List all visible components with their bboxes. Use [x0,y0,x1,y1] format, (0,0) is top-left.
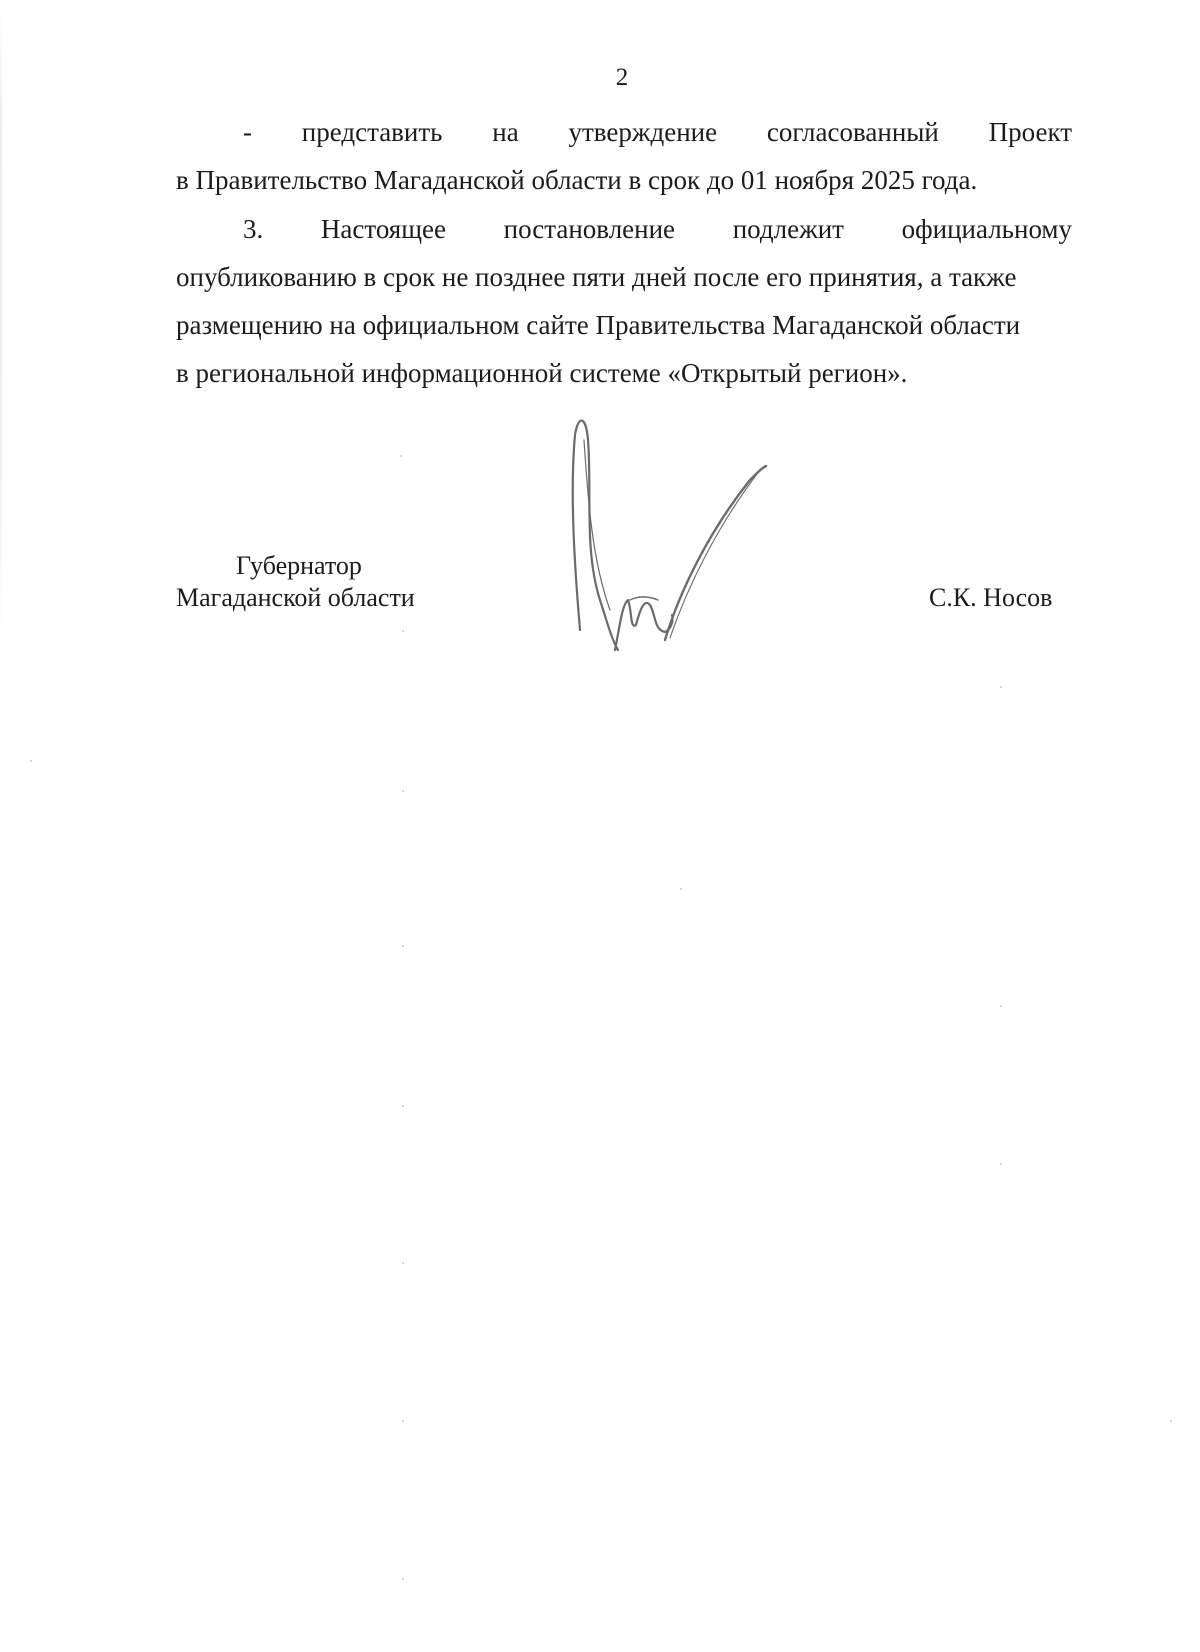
paragraph-item-3 [176,205,1072,397]
word: Настоящее [320,214,446,244]
word: подлежит [732,214,844,244]
scan-speck [402,1105,404,1107]
signature-stroke [584,440,610,610]
scan-speck [680,888,682,890]
scan-speck [1170,1420,1172,1422]
word: представить [301,117,443,147]
handwritten-signature [570,410,800,660]
scan-speck [402,630,404,632]
scan-speck [30,760,32,762]
scan-speck [402,945,404,947]
paragraph-line: размещению на официальном сайте Правительства Магаданской области [176,310,1021,340]
word: согласованный [766,117,939,147]
signature-stroke [615,600,673,650]
scan-speck [402,790,404,792]
word: Проект [988,117,1073,147]
paragraph-line [176,108,1072,156]
paragraph-line: опубликованию в срок не позднее пяти дней после его принятия, а также [176,262,1017,292]
scan-edge-shadow [0,0,2,640]
scan-speck [402,1262,404,1264]
word: утверждение [568,117,718,147]
page-number: 2 [615,64,629,91]
paragraph-line: в региональной информационной системе «Открытый регион». [176,358,908,388]
signatory-title [176,550,415,614]
scan-speck [400,455,402,457]
scan-speck [402,1420,404,1422]
signatory-title-line: Губернатор [236,551,362,580]
signature-stroke [670,470,760,638]
signature-stroke [665,466,766,640]
paragraph-item-1 [176,108,1072,204]
scan-speck [1000,1005,1002,1007]
word: на [492,117,519,147]
signature-stroke [573,421,618,650]
word: - [243,117,252,147]
scan-speck [1000,686,1002,688]
paragraph-line: в Правительство Магаданской области в срок до 01 ноября 2025 года. [176,165,978,195]
scan-speck [402,1578,404,1580]
paragraph-line [176,205,1072,253]
word: официальному [901,214,1073,244]
signature-stroke [630,597,658,600]
signatory-title-line: Магаданской области [176,583,415,612]
signatory-name: С.К. Носов [929,583,1053,612]
scan-speck [1000,1163,1002,1165]
item-number: 3. [243,214,264,244]
word: постановление [503,214,676,244]
